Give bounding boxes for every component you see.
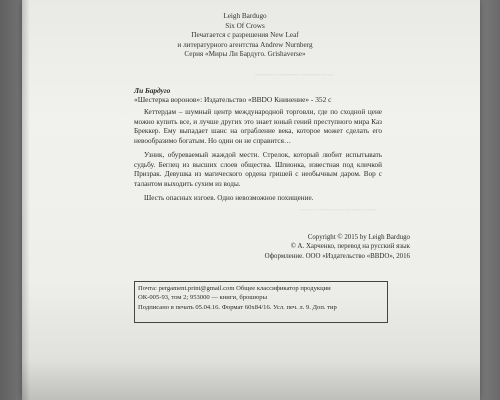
series-line: Серия «Миры Ли Бардуго. Grishaverse» bbox=[184, 50, 306, 59]
page-bottom-shadow bbox=[22, 360, 480, 400]
record-line: «Шестерка воронов»: Издательство «ВВDO Книнение» - 352 с bbox=[134, 95, 332, 105]
show-through-text: ~~~ ~~~~~~ ~~~~~~~~~ ~~~~ bbox=[300, 208, 376, 214]
copyright-line: Оформление. ООО «Издательство «ВВDO», 2016 bbox=[264, 252, 410, 260]
annotation-paragraph: Узник, обуреваемый жаждой мести. Стрелок, который любит испытывать судьбу. Беглец из высших слоев общества. Шпионка, известная под кличкой Призрак. Девушка из магического ордена гришей с необычным даром. Вор с талантом выходить сухим из воды. bbox=[134, 150, 382, 188]
bibliographic-record bbox=[134, 86, 384, 105]
title-block bbox=[110, 12, 380, 60]
copyright-block bbox=[250, 233, 410, 261]
author-en: Leigh Bardugo bbox=[223, 12, 267, 20]
imprint-line: Почта: pergament.print@gmail.com Общее классификатор продукции bbox=[138, 285, 331, 292]
annotation bbox=[134, 108, 382, 207]
permission-line: и литературного агентства Andrew Nurnberg bbox=[177, 40, 313, 49]
show-through-text: ~~~~ ~~~~~~ ~~~~~~~ ~~~~~~ bbox=[255, 73, 335, 79]
copyright-line: Copyright © 2015 by Leigh Bardugo bbox=[307, 234, 410, 241]
author-ru: Ли Бардуго bbox=[134, 86, 171, 95]
copyright-line: © А. Харченко, перевод на русский язык bbox=[290, 243, 410, 251]
imprint-box bbox=[134, 281, 388, 323]
annotation-paragraph: Кеттердам – шумный центр международной торговли, где по сходной цене можно купить все, и лучше других это знает юный гений преступного мира Каз Бреккер. Ему выпадает шанс на ограбление века, которое может сделать его невообразимо богатым. Но один он не справится… bbox=[134, 108, 382, 146]
imprint-line: ОК-005-93, том 2; 953000 — книги, брошюры bbox=[138, 294, 268, 302]
annotation-paragraph: Шесть опасных изгоев. Одно невозможное похищение. bbox=[144, 193, 314, 202]
permission-line: Печатается с разрешения New Leaf bbox=[191, 31, 299, 40]
page-edge-shadow bbox=[22, 0, 30, 400]
title-en: Six Of Crows bbox=[225, 21, 265, 30]
imprint-line: Подписано в печать 05.04.16. Формат 60х84/16. Усл. печ. л. 9. Доп. тир bbox=[138, 303, 337, 311]
